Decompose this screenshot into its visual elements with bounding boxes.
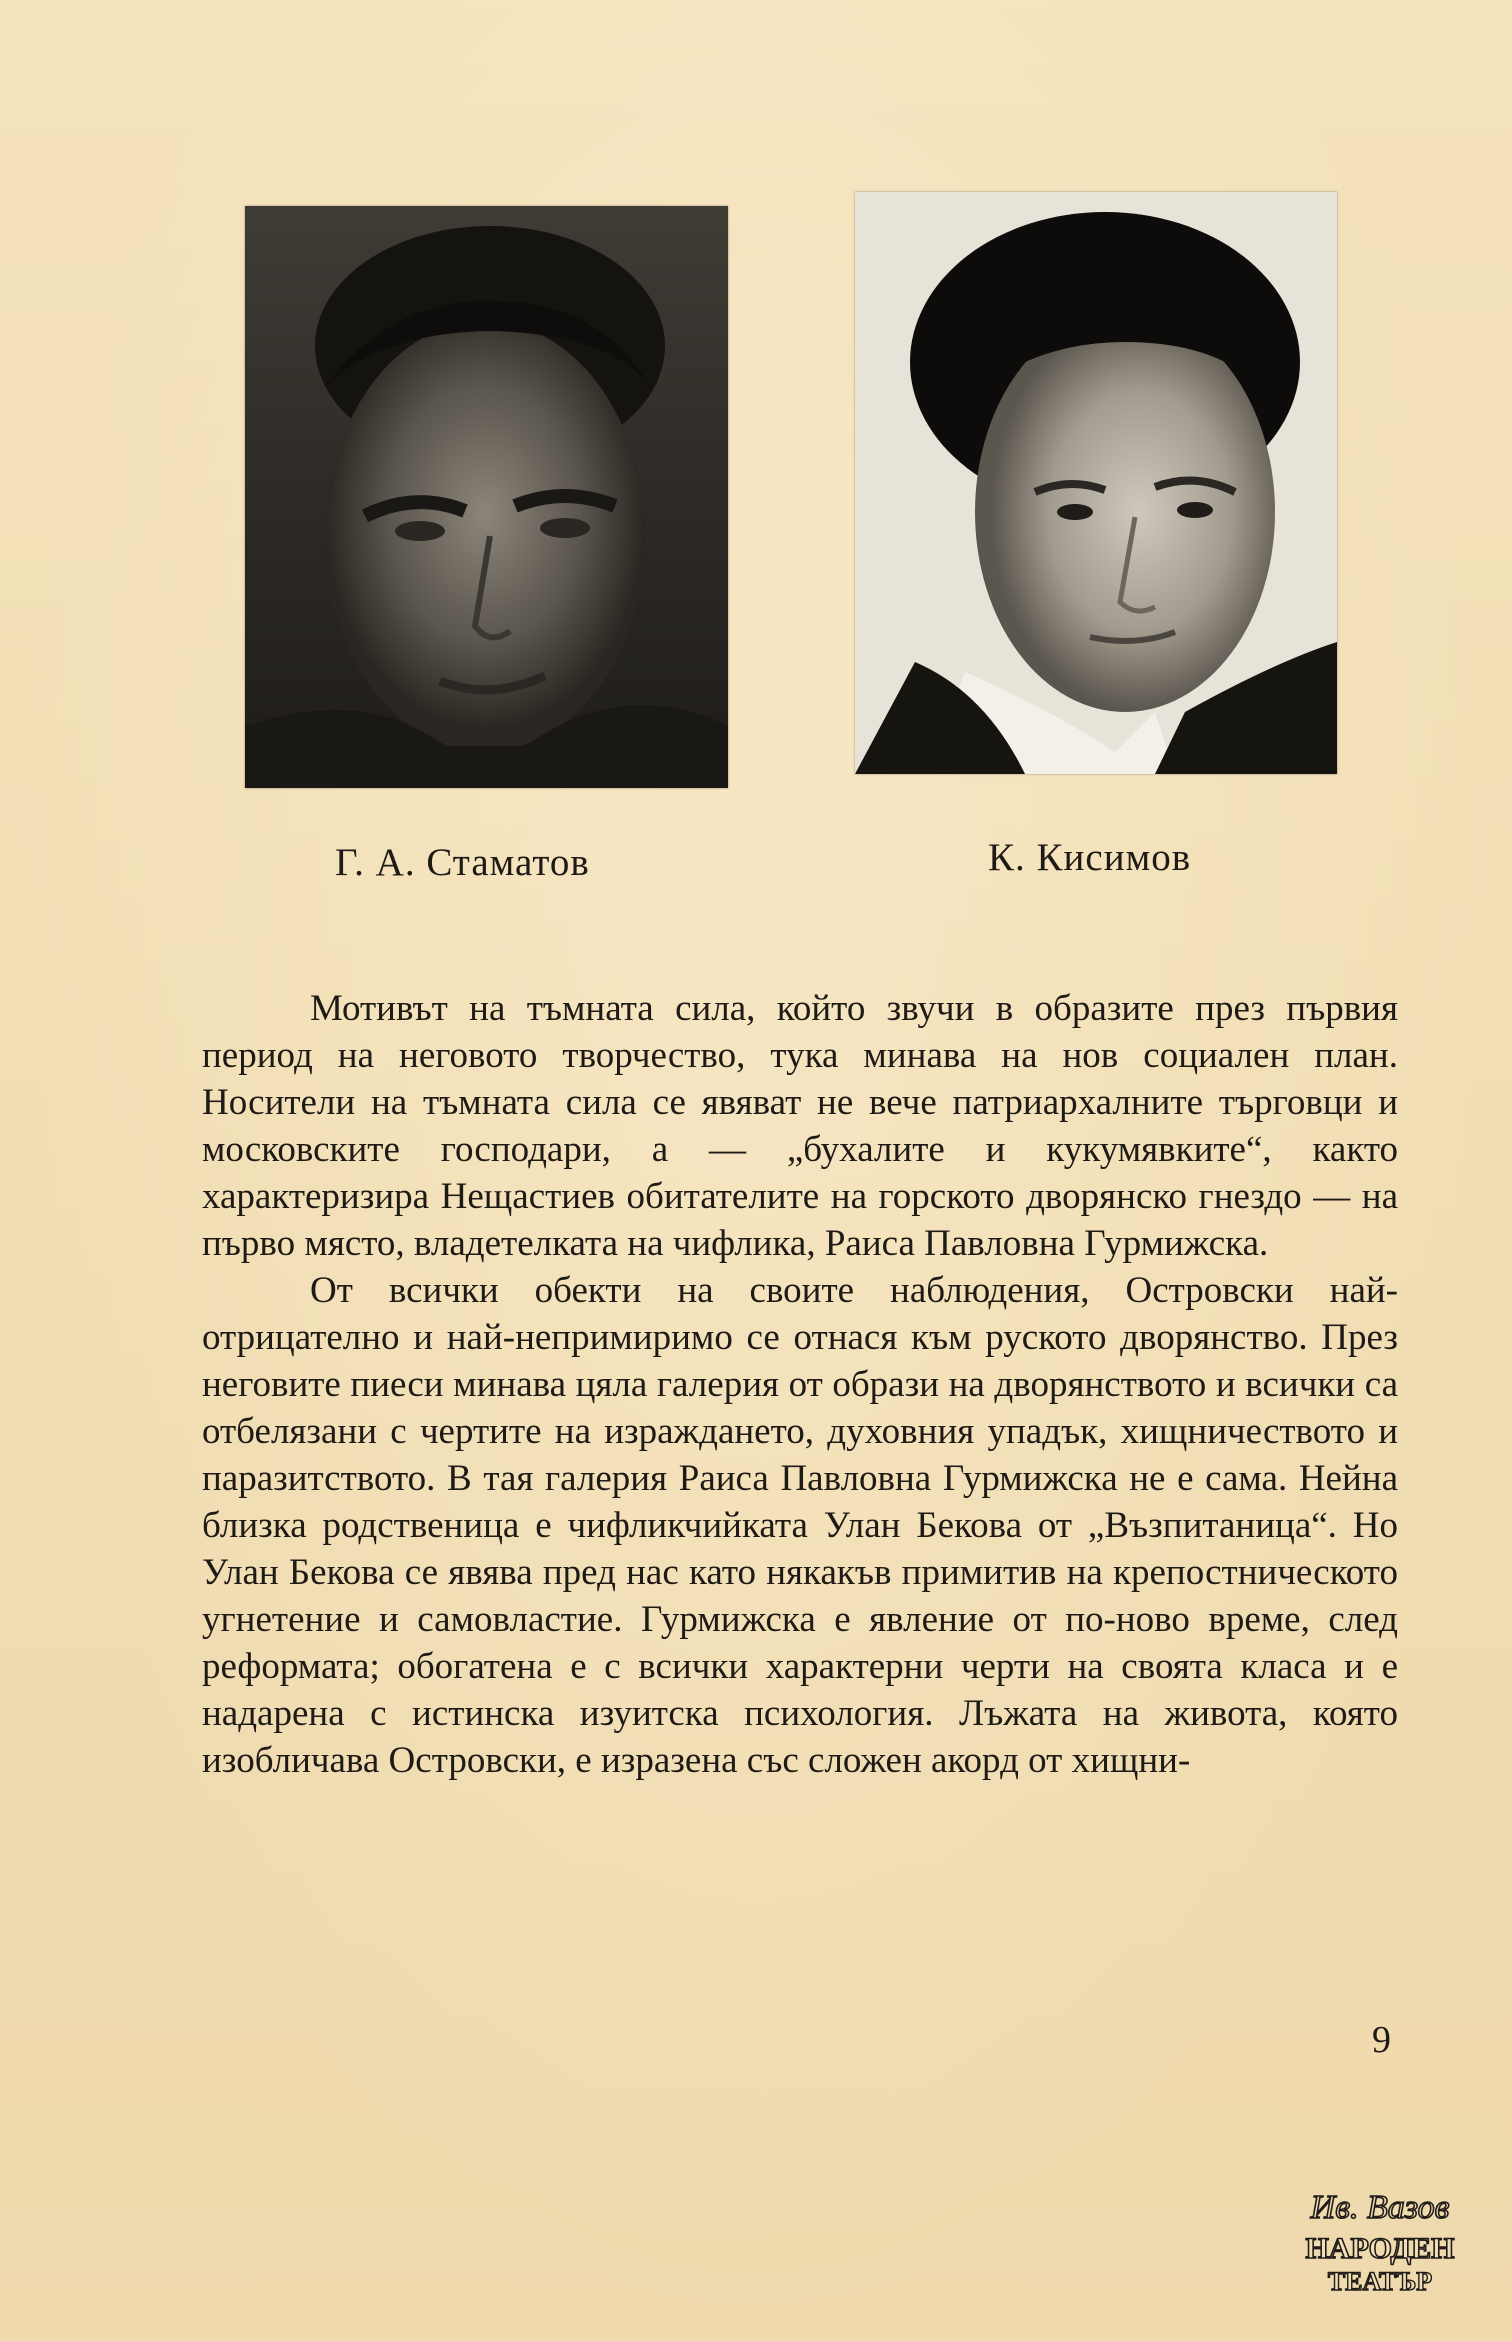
svg-text:Ив. Вазов: Ив. Вазов [1310, 2189, 1450, 2226]
portrait-image [245, 206, 728, 788]
stamp-logo-icon [1290, 2180, 1470, 2300]
photo-caption-right: К. Кисимов [988, 836, 1192, 879]
photo-caption-left: Г. А. Стаматов [335, 841, 590, 884]
paragraph: Мотивът на тъмната сила, който звучи в образите през първия период на неговото творчество, тука минава на нов социален план. Носители на тъмната сила се явяват не вече патриархалните търговци и московските господари, а — „бухалите и кукумявките“, както характеризира Нещастиев обитателите на горското дворянско гнездо — на първо място, владетелката на чифлика, Раиса Павловна Гурмижска. [202, 988, 1398, 1264]
portrait-image [855, 192, 1337, 774]
svg-text:НАРОДЕН: НАРОДЕН [1305, 2232, 1455, 2265]
body-text [202, 985, 1398, 1784]
paragraph: От всички обекти на своите наблюдения, Островски най-отрицателно и най-непримиримо се отнася към руското дворянство. През неговите пиеси минава цяла галерия от образи на дворянството и всички са отбелязани с чертите на израждането, духовния упадък, хищничеството и паразитството. В тая галерия Раиса Павловна Гурмижска не е сама. Нейна близка родственица е чифликчийката Улан Бекова от „Възпитаница“. Но Улан Бекова се явява пред нас като някакъв примитив на крепостническото угнетение и самовластие. Гурмижска е явление от по-ново време, след реформата; обогатена е с всички характерни черти на своята класа и е надарена с истинска изуитска психология. Лъжата на живота, която изобличава Островски, е изразена със сложен акорд от хищни- [202, 1270, 1398, 1781]
portrait-photo-stamatov [245, 206, 728, 788]
svg-text:ТЕАТЪР: ТЕАТЪР [1327, 2267, 1433, 2296]
portrait-photo-kisimov [855, 192, 1337, 774]
page-number: 9 [1372, 2019, 1391, 2061]
national-theatre-stamp [1290, 2180, 1470, 2300]
